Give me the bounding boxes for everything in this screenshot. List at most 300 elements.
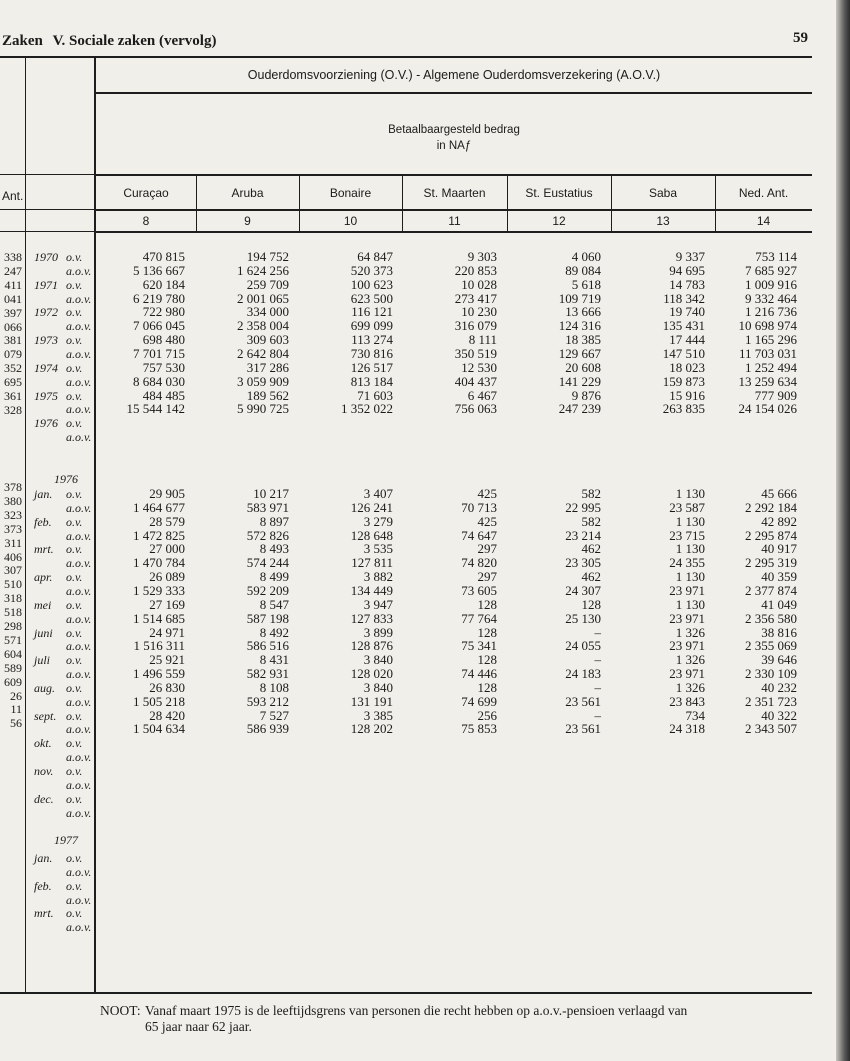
column-header-3: St. Maarten — [423, 186, 486, 200]
margin-cut-number: 397 — [4, 305, 22, 320]
margin-cut-number: 26 — [10, 688, 22, 703]
subtitle-line-1: Betaalbaargesteld bedrag — [388, 124, 520, 136]
month-1976-row-cell: – — [594, 624, 601, 640]
month-1976-row-cell: 3 947 — [363, 596, 393, 612]
month-1976-row-cell: 40 917 — [761, 541, 797, 557]
month-1976-row-type: o.v. — [66, 791, 83, 806]
annual-row-cell: 334 000 — [246, 304, 289, 320]
month-1976-row-cell: 28 579 — [149, 513, 185, 529]
month-1976-row-cell: 24 307 — [565, 582, 601, 598]
month-1976-row-label: mrt. — [34, 542, 54, 557]
month-1976-row-cell: 75 853 — [461, 721, 497, 737]
annual-row-cell: 18 385 — [565, 332, 601, 348]
annual-row-cell: 15 916 — [669, 387, 705, 403]
month-1976-row-cell: 28 420 — [149, 707, 185, 723]
annual-row-cell: 484 485 — [142, 387, 185, 403]
month-1976-row-cell: 734 — [685, 707, 705, 723]
footnote-line-1: Vanaf maart 1975 is de leeftijdsgrens van personen die recht hebben op a.o.v.-pensioen verlaagd van — [145, 1003, 688, 1018]
column-number-6: 14 — [756, 214, 771, 228]
month-1976-row-cell: 1 130 — [675, 596, 705, 612]
annual-row-type: o.v. — [66, 388, 83, 403]
annual-row-cell: 7 701 715 — [133, 345, 185, 361]
column-number-4: 12 — [552, 214, 566, 228]
month-1976-row-label: feb. — [34, 514, 52, 529]
annual-row-cell: 9 332 464 — [745, 290, 797, 306]
month-1976-row-cell: 128 876 — [350, 638, 393, 654]
month-1976-row-cell: 74 647 — [461, 527, 497, 543]
annual-row-cell: 1 009 916 — [745, 276, 797, 292]
month-1976-row-cell: 74 820 — [461, 555, 497, 571]
month-1976-row-cell: 1 529 333 — [133, 582, 185, 598]
running-header — [2, 33, 216, 50]
month-1976-row-cell: 3 535 — [363, 541, 393, 557]
month-1976-row-cell: 27 169 — [149, 596, 185, 612]
annual-row-cell: 2 358 004 — [237, 318, 289, 334]
annual-row-cell: 722 980 — [142, 304, 185, 320]
column-divider — [196, 174, 197, 231]
month-1976-row-cell: 586 939 — [246, 721, 289, 737]
month-1976-row-cell: – — [594, 652, 601, 668]
subtitle-line-2: in NAƒ — [436, 140, 472, 152]
year-heading-1976: 1976 — [54, 472, 78, 486]
margin-cut-number: 373 — [4, 521, 22, 536]
margin-cut-number: 381 — [4, 333, 22, 348]
annual-row-cell: 470 815 — [142, 249, 185, 264]
annual-row-cell: 1 352 022 — [341, 401, 393, 417]
colhead-bottom-rule — [96, 209, 812, 211]
month-1976-row-cell: 1 496 559 — [133, 666, 185, 682]
month-1976-row-cell: 8 547 — [259, 596, 289, 612]
month-1976-row-cell: 75 341 — [461, 638, 497, 654]
month-1976-row-cell: 74 699 — [461, 693, 497, 709]
month-1976-row-cell: 1 472 825 — [133, 527, 185, 543]
annual-row-cell: 17 444 — [669, 332, 705, 348]
month-1976-row-cell: 27 000 — [149, 541, 185, 557]
month-1976-row-cell: 74 446 — [461, 666, 497, 682]
annual-row-cell: 259 709 — [246, 276, 289, 292]
margin-cut-number: 571 — [4, 632, 22, 647]
colhead-top-rule — [96, 174, 812, 176]
annual-row-cell: 757 530 — [142, 359, 185, 375]
annual-row-label: 1970 — [34, 250, 58, 264]
annual-row-cell: 19 740 — [669, 304, 705, 320]
annual-row-cell: 20 608 — [565, 359, 601, 375]
month-1976-row-label: dec. — [34, 791, 54, 806]
month-1976-row-cell: 131 191 — [350, 693, 393, 709]
column-number-2: 10 — [343, 214, 358, 228]
annual-row-cell: 5 990 725 — [237, 401, 289, 417]
month-1976-row-cell: 8 493 — [259, 541, 289, 557]
annual-row-label: 1974 — [34, 360, 58, 375]
month-1976-row-cell: 3 385 — [363, 707, 393, 723]
month-1977-row-type: a.o.v. — [66, 864, 92, 879]
month-1976-row-cell: 592 209 — [246, 582, 289, 598]
margin-cut-number: 695 — [4, 375, 22, 390]
annual-row-cell: 129 667 — [558, 345, 601, 361]
annual-row-cell: 8 111 — [468, 332, 497, 348]
month-1976-row-cell: 128 202 — [350, 721, 393, 737]
margin-cut-number: 338 — [4, 250, 22, 264]
month-1976-row-cell: 26 830 — [149, 679, 185, 695]
annual-row-cell: 71 603 — [357, 387, 393, 403]
month-1976-row-type: a.o.v. — [66, 583, 92, 598]
month-1976-row-cell: 572 826 — [246, 527, 289, 543]
month-1976-row-cell: 582 — [581, 513, 601, 529]
month-1976-row-cell: 3 899 — [363, 624, 393, 640]
annual-row-cell: 8 684 030 — [133, 373, 185, 389]
column-header-1: Aruba — [231, 186, 264, 200]
month-1976-row-cell: 23 561 — [565, 693, 601, 709]
month-1976-row-type: a.o.v. — [66, 556, 92, 571]
month-1976-row-cell: 24 318 — [669, 721, 705, 737]
month-1977-row-label: jan. — [34, 851, 53, 865]
month-1976-row-cell: 1 326 — [675, 652, 705, 668]
margin-cut-number: 066 — [4, 319, 22, 334]
month-1976-row-type: a.o.v. — [66, 639, 92, 654]
month-1976-row-cell: 2 356 580 — [745, 610, 797, 626]
month-1976-row-label: okt. — [34, 736, 52, 751]
margin-cut-number: 378 — [4, 480, 22, 494]
month-1977-row-type: a.o.v. — [66, 920, 92, 935]
annual-row-cell: 18 023 — [669, 359, 705, 375]
table-bottom-rule — [0, 992, 812, 994]
annual-row-cell: 64 847 — [357, 249, 393, 264]
annual-row-type: a.o.v. — [66, 346, 92, 361]
month-1976-row-type: a.o.v. — [66, 611, 92, 626]
footnote-label: NOOT: — [100, 1003, 141, 1018]
margin-cut-number: 411 — [4, 277, 22, 292]
annual-row-cell: 5 136 667 — [133, 262, 185, 278]
month-1976-row-cell: 1 514 685 — [133, 610, 185, 626]
annual-row-cell: 9 303 — [467, 249, 497, 264]
month-1976-row-cell: 128 — [581, 596, 601, 612]
month-1976-row-cell: 2 343 507 — [745, 721, 797, 737]
month-1976-row-cell: 73 605 — [461, 582, 497, 598]
month-1976-row-cell: – — [594, 707, 601, 723]
month-1977-row-type: a.o.v. — [66, 892, 92, 907]
month-1976-row-cell: 8 492 — [259, 624, 289, 640]
column-divider — [402, 174, 403, 231]
table-subtitle — [96, 122, 812, 154]
annual-row-cell: 6 467 — [467, 387, 497, 403]
month-1976-row-cell: 38 816 — [761, 624, 797, 640]
month-1976-row-cell: 70 713 — [461, 499, 497, 515]
month-1976-row-cell: 25 130 — [565, 610, 601, 626]
annual-row-cell: 89 084 — [565, 262, 601, 278]
month-1976-row-cell: 128 020 — [350, 666, 393, 682]
month-1977-row-type: o.v. — [66, 851, 83, 865]
month-1976-row-cell: 127 811 — [351, 555, 393, 571]
month-1976-row-cell: 2 295 874 — [745, 527, 797, 543]
annual-row-cell: 10 230 — [461, 304, 497, 320]
month-1976-row-type: a.o.v. — [66, 528, 92, 543]
month-1976-row-cell: 1 504 634 — [133, 721, 185, 737]
annual-row-cell: 2 642 804 — [237, 345, 289, 361]
margin-cut-number: 307 — [4, 563, 22, 578]
month-1976-row-cell: 462 — [581, 569, 601, 585]
month-1976-row-cell: 126 241 — [350, 499, 393, 515]
column-header-2: Bonaire — [329, 186, 372, 200]
column-number-1: 9 — [244, 214, 251, 228]
month-1976-row-cell: 1 130 — [675, 569, 705, 585]
annual-row-type: a.o.v. — [66, 430, 92, 445]
annual-row-cell: 116 121 — [351, 304, 393, 320]
month-1976-row-cell: 297 — [477, 541, 497, 557]
month-1976-row-cell: 2 292 184 — [745, 499, 797, 515]
annual-row-label: 1971 — [34, 277, 58, 292]
month-1976-row-cell: 8 499 — [259, 569, 289, 585]
annual-row-label: 1976 — [34, 416, 58, 431]
column-divider — [715, 174, 716, 231]
month-1976-row-cell: 574 244 — [246, 555, 289, 571]
annual-row-cell: 11 703 031 — [738, 345, 797, 361]
annual-row-cell: 159 873 — [662, 373, 705, 389]
month-1976-row-cell: 7 527 — [259, 707, 289, 723]
margin-cut-number: 56 — [10, 716, 22, 731]
month-1976-row-cell: 586 516 — [246, 638, 289, 654]
month-1976-row-cell: 40 359 — [761, 569, 797, 585]
annual-row-cell: 2 001 065 — [237, 290, 289, 306]
footnote-line-2: 65 jaar naar 62 jaar. — [145, 1019, 252, 1034]
month-1976-row-cell: 1 516 311 — [133, 638, 185, 654]
column-header-0: Curaçao — [123, 186, 169, 200]
month-1976-row-type: o.v. — [66, 708, 83, 723]
annual-row-type: a.o.v. — [66, 319, 92, 334]
annual-row-cell: 10 698 974 — [738, 318, 797, 334]
month-1976-row-type: o.v. — [66, 736, 83, 751]
month-1976-row-cell: 8 897 — [259, 513, 289, 529]
month-1976-row-cell: 2 330 109 — [745, 666, 797, 682]
month-1976-row-cell: 1 130 — [675, 513, 705, 529]
annual-row-cell: 6 219 780 — [133, 290, 185, 306]
month-1976-row-type: a.o.v. — [66, 667, 92, 682]
margin-vertical-rule — [25, 57, 26, 992]
month-1976-row-cell: 26 089 — [149, 569, 185, 585]
month-1976-row-type: a.o.v. — [66, 750, 92, 765]
annual-row-type: a.o.v. — [66, 263, 92, 278]
month-1976-row-cell: 40 232 — [761, 679, 797, 695]
column-number-3: 11 — [448, 214, 461, 228]
month-1976-row-cell: 128 — [477, 679, 497, 695]
annual-row-cell: 12 530 — [461, 359, 497, 375]
column-divider — [611, 174, 612, 231]
annual-row-cell: 263 835 — [662, 401, 705, 417]
annual-row-cell: 620 184 — [142, 276, 185, 292]
month-1976-row-cell: 128 — [477, 624, 497, 640]
annual-row-cell: 124 316 — [558, 318, 601, 334]
annual-row-cell: 189 562 — [246, 387, 289, 403]
annual-row-cell: 24 154 026 — [738, 401, 797, 417]
month-1976-row-cell: 24 971 — [149, 624, 185, 640]
month-1977-row-type: o.v. — [66, 906, 83, 921]
annual-row-cell: 730 816 — [350, 345, 393, 361]
annual-row-type: a.o.v. — [66, 291, 92, 306]
annual-row-cell: 1 216 736 — [745, 304, 797, 320]
month-1976-row-type: a.o.v. — [66, 500, 92, 515]
month-1976-row-cell: 39 646 — [761, 652, 797, 668]
month-1976-row-cell: 587 198 — [246, 610, 289, 626]
margin-cut-number: 041 — [4, 291, 22, 306]
margin-cut-number: 247 — [4, 263, 22, 278]
month-1976-row-label: juli — [34, 653, 51, 668]
margin-cut-number: 510 — [4, 577, 22, 592]
table-title: Ouderdomsvoorziening (O.V.) - Algemene Ouderdomsverzekering (A.O.V.) — [247, 68, 661, 82]
annual-row-cell: 126 517 — [350, 359, 393, 375]
column-number-0: 8 — [142, 214, 150, 228]
annual-row-cell: 94 695 — [669, 262, 705, 278]
annual-row-cell: 1 252 494 — [745, 359, 797, 375]
month-1976-row-cell: 23 305 — [565, 555, 601, 571]
month-1976-row-label: sept. — [34, 708, 57, 723]
annual-row-cell: 247 239 — [558, 401, 601, 417]
annual-row-cell: 404 437 — [454, 373, 497, 389]
margin-cut-number: 11 — [10, 702, 22, 717]
annual-row-cell: 350 519 — [454, 345, 497, 361]
month-1976-row-cell: 23 214 — [565, 527, 601, 543]
month-1976-row-cell: 425 — [477, 486, 497, 501]
margin-cut-number: 318 — [4, 591, 22, 606]
month-1976-row-cell: 23 561 — [565, 721, 601, 737]
month-1976-row-type: o.v. — [66, 597, 83, 612]
annual-row-cell: 14 783 — [669, 276, 705, 292]
annual-row-cell: 698 480 — [142, 332, 185, 348]
month-1976-row-cell: 462 — [581, 541, 601, 557]
annual-row-type: o.v. — [66, 277, 83, 292]
month-1976-row-cell: 3 279 — [363, 513, 393, 529]
annual-row-cell: 135 431 — [662, 318, 705, 334]
month-1976-row-cell: 1 130 — [675, 541, 705, 557]
header-rule — [0, 56, 812, 58]
month-1976-row-cell: 425 — [477, 513, 497, 529]
year-heading-1977: 1977 — [54, 833, 78, 847]
annual-row-cell: 10 028 — [461, 276, 497, 292]
month-1976-row-cell: 42 892 — [761, 513, 797, 529]
month-1976-row-cell: 593 212 — [246, 693, 289, 709]
month-1976-row-cell: 1 464 677 — [133, 499, 185, 515]
section-title: V. Sociale zaken (vervolg) — [52, 33, 217, 49]
margin-cut-number: 361 — [4, 389, 22, 403]
month-1977-row-label: feb. — [34, 878, 52, 893]
month-1976-row-cell: 23 715 — [669, 527, 705, 543]
month-1976-row-cell: – — [594, 679, 601, 695]
month-1976-row-type: o.v. — [66, 514, 83, 529]
month-1976-row-cell: 24 055 — [565, 638, 601, 654]
column-header-6: Ned. Ant. — [738, 186, 789, 200]
margin-rule-a — [0, 174, 94, 175]
annual-row-cell: 520 373 — [350, 262, 393, 278]
column-number-5: 13 — [656, 214, 670, 228]
annual-row-cell: 147 510 — [662, 345, 705, 361]
annual-row-cell: 1 624 256 — [237, 262, 289, 278]
month-1976-row-label: apr. — [34, 570, 53, 585]
month-1976-row-cell: 23 971 — [669, 582, 705, 598]
month-1976-row-cell: 24 355 — [669, 555, 705, 571]
month-1976-row-cell: 128 648 — [350, 527, 393, 543]
annual-row-label: 1972 — [34, 305, 58, 320]
annual-row-cell: 4 060 — [571, 249, 601, 264]
annual-row-cell: 1 165 296 — [745, 332, 797, 348]
annual-row-cell: 753 114 — [755, 249, 797, 264]
month-1976-row-cell: 582 931 — [246, 666, 289, 682]
month-1976-row-cell: 23 587 — [669, 499, 705, 515]
annual-row-cell: 13 666 — [565, 304, 601, 320]
annual-row-cell: 273 417 — [454, 290, 497, 306]
month-1976-row-cell: 23 971 — [669, 638, 705, 654]
month-1976-row-label: juni — [34, 625, 53, 640]
header-left-text: Zaken — [2, 33, 43, 49]
column-divider — [507, 174, 508, 231]
annual-row-cell: 109 719 — [558, 290, 601, 306]
annual-row-type: a.o.v. — [66, 402, 92, 417]
annual-row-cell: 699 099 — [350, 318, 393, 334]
month-1976-row-type: o.v. — [66, 542, 83, 557]
margin-cut-number: 323 — [4, 507, 22, 522]
margin-cut-number: 328 — [4, 402, 22, 417]
month-1976-row-cell: 23 843 — [669, 693, 705, 709]
annual-row-type: a.o.v. — [66, 374, 92, 389]
month-1976-row-type: a.o.v. — [66, 694, 92, 709]
margin-cut-number: 518 — [4, 605, 22, 620]
annual-row-cell: 813 184 — [350, 373, 393, 389]
month-1976-row-cell: 41 049 — [761, 596, 797, 612]
margin-rule-b — [0, 209, 94, 210]
month-1976-row-cell: 2 377 874 — [745, 582, 797, 598]
month-1976-row-cell: 3 407 — [363, 486, 393, 501]
annual-row-cell: 309 603 — [246, 332, 289, 348]
colnum-bottom-rule — [96, 231, 812, 233]
month-1976-row-cell: 2 351 723 — [745, 693, 797, 709]
month-1976-row-label: nov. — [34, 764, 54, 778]
annual-row-cell: 113 274 — [351, 332, 393, 348]
margin-cut-number: 311 — [4, 535, 22, 550]
month-1976-row-label: aug. — [34, 680, 55, 695]
month-1976-row-cell: 24 183 — [565, 666, 601, 682]
margin-column-label: Ant. — [2, 189, 24, 203]
month-1976-row-cell: 40 322 — [761, 707, 797, 723]
month-1976-row-cell: 23 971 — [669, 666, 705, 682]
month-1976-row-type: o.v. — [66, 570, 83, 585]
margin-cut-number: 079 — [4, 347, 22, 362]
month-1976-row-cell: 2 355 069 — [745, 638, 797, 654]
month-1976-row-cell: 134 449 — [350, 582, 393, 598]
month-1976-row-type: a.o.v. — [66, 777, 92, 792]
margin-rule-c — [0, 231, 94, 232]
column-divider — [299, 174, 300, 231]
month-1976-row-cell: 29 905 — [149, 486, 185, 501]
annual-row-cell: 5 618 — [571, 276, 601, 292]
annual-row-cell: 3 059 909 — [237, 373, 289, 389]
annual-row-cell: 220 853 — [454, 262, 497, 278]
month-1976-row-type: a.o.v. — [66, 722, 92, 737]
annual-row-cell: 15 544 142 — [126, 401, 185, 417]
annual-row-cell: 9 337 — [675, 249, 705, 264]
margin-cut-number: 406 — [4, 549, 22, 564]
annual-row-cell: 141 229 — [558, 373, 601, 389]
margin-cut-number: 380 — [4, 493, 22, 508]
annual-row-cell: 7 685 927 — [745, 262, 797, 278]
month-1976-row-cell: 583 971 — [246, 499, 289, 515]
month-1976-row-label: jan. — [34, 487, 53, 501]
annual-row-cell: 7 066 045 — [133, 318, 185, 334]
margin-cut-number: 352 — [4, 361, 22, 376]
month-1976-row-cell: 25 921 — [149, 652, 185, 668]
month-1976-row-cell: 1 326 — [675, 679, 705, 695]
month-1976-row-type: o.v. — [66, 764, 83, 778]
annual-row-cell: 194 752 — [246, 249, 289, 264]
month-1976-row-label: mei — [34, 597, 52, 612]
annual-row-cell: 777 909 — [754, 387, 797, 403]
annual-row-cell: 9 876 — [571, 387, 601, 403]
